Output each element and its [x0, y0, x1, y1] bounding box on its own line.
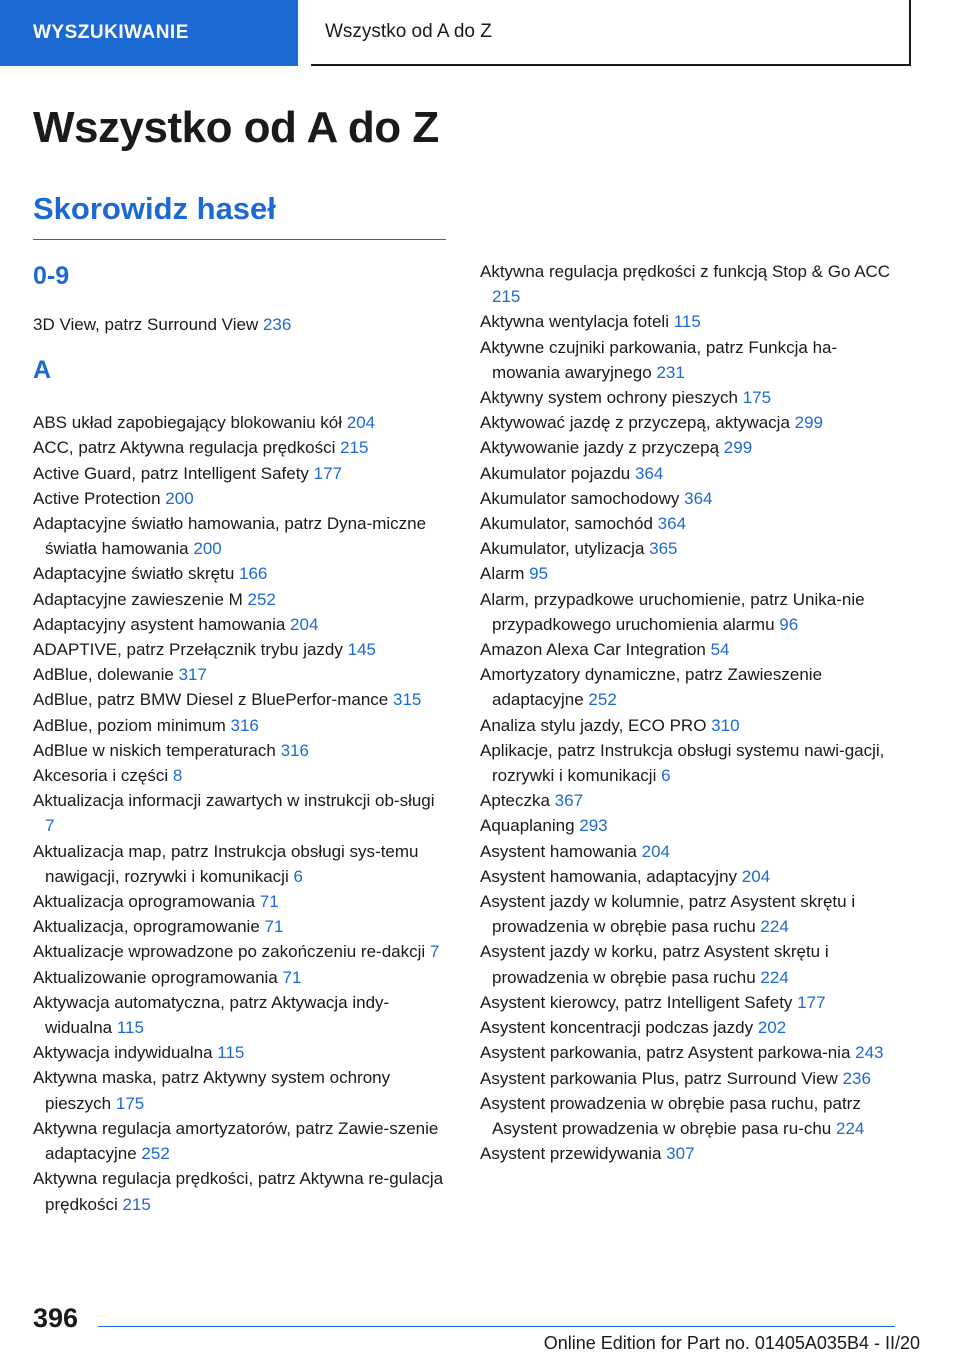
index-entry-text: ADAPTIVE, patrz Przełącznik trybu jazdy	[33, 640, 343, 660]
index-entry	[33, 587, 448, 612]
index-entry-page-link[interactable]: 6	[661, 766, 671, 786]
index-entry-text: Aktualizacja informacji zawartych w instrukcji ob-sługi	[33, 791, 435, 811]
index-entry-text: Adaptacyjne światło skrętu	[33, 564, 235, 584]
index-entry	[480, 410, 900, 435]
index-entry-text: AdBlue, patrz BMW Diesel z BluePerfor-mance	[33, 690, 389, 710]
index-entry-page-link[interactable]: 71	[282, 967, 302, 987]
index-entry	[33, 662, 448, 687]
index-entry	[480, 335, 900, 385]
index-entry-page-link[interactable]: 7	[45, 816, 55, 836]
index-entry-text: Aktywowanie jazdy z przyczepą	[480, 438, 720, 458]
index-entry	[480, 587, 900, 637]
index-entry-page-link[interactable]: 8	[172, 766, 183, 786]
index-entry-page-link[interactable]: 215	[122, 1194, 151, 1214]
index-entry	[480, 839, 900, 864]
index-entry-page-link[interactable]: 175	[115, 1093, 145, 1113]
index-entry	[480, 1015, 900, 1040]
index-entry-page-link[interactable]: 307	[666, 1144, 695, 1164]
index-entry-page-link[interactable]: 204	[290, 614, 319, 634]
index-entry	[480, 1066, 900, 1091]
index-entry	[480, 259, 900, 309]
index-entry	[480, 1040, 900, 1065]
index-entry	[480, 1141, 900, 1166]
index-entry-text: 3D View, patrz Surround View	[33, 315, 259, 334]
index-entry-page-link[interactable]: 7	[429, 942, 440, 962]
index-entry-page-link[interactable]: 175	[742, 388, 772, 408]
index-entry	[480, 738, 900, 788]
index-entry-page-link[interactable]: 236	[262, 315, 292, 334]
index-entry-text: Akumulator pojazdu	[480, 463, 631, 483]
index-entry-page-link[interactable]: 317	[178, 665, 207, 685]
index-entry-text: Adaptacyjny asystent hamowania	[33, 614, 286, 634]
index-entry	[33, 763, 448, 788]
index-entry-page-link[interactable]: 145	[347, 640, 376, 660]
index-entry	[480, 561, 900, 586]
index-entry	[480, 536, 900, 561]
index-entry-page-link[interactable]: 177	[797, 992, 826, 1012]
index-entry	[480, 788, 900, 813]
index-entry-text: ACC, patrz Aktywna regulacja prędkości	[33, 438, 336, 458]
index-entry	[33, 839, 448, 889]
footer-divider	[98, 1326, 895, 1327]
index-entry-text: Asystent jazdy w kolumnie, patrz Asystent skrętu i prowadzenia w obrębie pasa ruchu	[480, 892, 856, 937]
index-entry-text: Amortyzatory dynamiczne, patrz Zawieszenie adaptacyjne	[480, 665, 823, 710]
index-entry-page-link[interactable]: 115	[116, 1018, 144, 1038]
index-entry-text: Aktywacja automatyczna, patrz Aktywacja indy-widualna	[33, 992, 390, 1038]
index-entry-page-link[interactable]: 200	[193, 539, 222, 559]
index-entry-page-link[interactable]: 224	[835, 1118, 865, 1138]
index-entry-text: Asystent parkowania, patrz Asystent parkowa-nia	[480, 1043, 851, 1063]
index-entry-text: Asystent hamowania, adaptacyjny	[480, 866, 738, 886]
index-entry-page-link[interactable]: 367	[554, 791, 584, 811]
index-entry	[33, 1116, 448, 1166]
section-divider	[33, 239, 446, 240]
footer-edition-text: Online Edition for Part no. 01405A035B4 - II/20	[543, 1333, 920, 1353]
index-entry	[33, 637, 448, 662]
index-entry-text: Aktywna regulacja prędkości, patrz Aktywna re-gulacja prędkości	[33, 1169, 444, 1214]
index-entry-page-link[interactable]: 200	[165, 488, 194, 508]
index-entry-text: Asystent koncentracji podczas jazdy	[480, 1018, 754, 1038]
index-entry-page-link[interactable]: 316	[230, 715, 259, 735]
index-entry-page-link[interactable]: 231	[656, 362, 685, 382]
index-entry	[33, 486, 448, 511]
index-entry-page-link[interactable]: 364	[657, 514, 687, 534]
index-entry-page-link[interactable]: 71	[259, 892, 279, 912]
index-entry-page-link[interactable]: 224	[760, 967, 789, 987]
index-entry-text: Akumulator, samochód	[480, 514, 653, 534]
index-entry-text: AdBlue, poziom minimum	[33, 715, 226, 735]
index-entry-text: Aktualizowanie oprogramowania	[33, 967, 278, 987]
index-entry	[33, 788, 448, 838]
index-entry	[480, 435, 900, 460]
index-entry	[33, 461, 448, 486]
index-entry-page-link[interactable]: 252	[141, 1144, 170, 1164]
index-entry-page-link[interactable]: 299	[794, 413, 824, 433]
index-entry-text: Aktualizacja oprogramowania	[33, 892, 256, 912]
index-entry-page-link[interactable]: 115	[217, 1043, 245, 1063]
index-entry-text: Amazon Alexa Car Integration	[480, 640, 706, 660]
index-entry-page-link[interactable]: 71	[264, 917, 284, 937]
index-entry-text: Aktywacja indywidualna	[33, 1043, 213, 1063]
index-entry	[33, 410, 448, 435]
index-entry-text: Akumulator samochodowy	[480, 488, 680, 508]
index-entry-text: ABS układ zapobiegający blokowaniu kół	[33, 413, 343, 433]
index-entry-page-link[interactable]: 365	[649, 539, 678, 559]
index-entry-text: AdBlue, dolewanie	[33, 665, 174, 685]
index-entry-page-link[interactable]: 96	[779, 614, 799, 634]
index-entry	[33, 561, 448, 586]
index-entry	[480, 1091, 900, 1141]
index-entry	[480, 889, 900, 939]
index-entry	[33, 889, 448, 914]
index-entry-page-link[interactable]: 236	[842, 1068, 871, 1088]
index-entry-text: Akumulator, utylizacja	[480, 539, 645, 559]
index-entry-text: Aktywna wentylacja foteli	[480, 312, 669, 332]
index-entry-page-link[interactable]: 204	[346, 413, 376, 433]
index-entry	[480, 939, 900, 989]
index-entry-page-link[interactable]: 177	[313, 463, 343, 483]
index-entry-page-link[interactable]: 204	[641, 841, 670, 861]
index-entry-text: Asystent parkowania Plus, patrz Surround View	[480, 1068, 838, 1088]
index-entry-text: Alarm	[480, 564, 525, 584]
index-entry-text: Aquaplaning	[480, 816, 575, 836]
index-entry	[33, 1040, 448, 1065]
index-entry-text: Asystent przewidywania	[480, 1144, 662, 1164]
index-entry-text: Asystent jazdy w korku, patrz Asystent skrętu i prowadzenia w obrębie pasa ruchu	[480, 942, 829, 987]
index-entry-text: Aktywna regulacja prędkości z funkcją Stop & Go ACC	[480, 262, 891, 281]
index-entry	[480, 461, 900, 486]
index-entry	[33, 738, 448, 763]
index-entry-text: Active Guard, patrz Intelligent Safety	[33, 463, 309, 483]
index-entry-page-link[interactable]: 6	[293, 866, 303, 886]
index-entry-text: Asystent kierowcy, patrz Intelligent Safety	[480, 992, 793, 1012]
index-entry-page-link[interactable]: 252	[247, 589, 276, 609]
index-entry	[33, 713, 448, 738]
index-entry-text: Aktywna regulacja amortyzatorów, patrz Zawie-szenie adaptacyjne	[33, 1118, 439, 1164]
index-entry-page-link[interactable]: 315	[392, 690, 422, 710]
index-column-left	[33, 258, 448, 1217]
index-entry-text: Adaptacyjne światło hamowania, patrz Dyna-miczne światła hamowania	[33, 514, 427, 559]
index-entry-text: Active Protection	[33, 488, 161, 508]
index-entry	[33, 1065, 448, 1115]
index-entry-text: Adaptacyjne zawieszenie M	[33, 589, 243, 609]
page-title: Wszystko od A do Z	[33, 103, 439, 152]
index-list-a-continued	[480, 259, 900, 1166]
index-entry	[480, 713, 900, 738]
index-entry-text: Aplikacje, patrz Instrukcja obsługi systemu nawi-gacji, rozrywki i komunikacji	[480, 740, 885, 786]
index-entry-page-link[interactable]: 364	[635, 463, 664, 483]
index-entry-text: Aktualizacja map, patrz Instrukcja obsługi sys-temu nawigacji, rozrywki i komunikacji	[33, 841, 419, 886]
index-entry-text: Aktywować jazdę z przyczepą, aktywacja	[480, 413, 790, 433]
index-entry-page-link[interactable]: 202	[757, 1018, 787, 1038]
index-entry-text: Asystent hamowania	[480, 841, 637, 861]
index-entry-text: Aktywny system ochrony pieszych	[480, 388, 738, 408]
index-entry	[480, 309, 900, 334]
index-entry	[33, 511, 448, 561]
index-entry-page-link[interactable]: 299	[723, 438, 753, 458]
index-entry	[480, 990, 900, 1015]
index-entry-page-link[interactable]: 54	[710, 640, 730, 660]
tab-search[interactable]: WYSZUKIWANIE	[0, 0, 298, 66]
letter-heading-0-9: 0-9	[33, 262, 70, 290]
index-entry-page-link[interactable]: 95	[529, 564, 549, 584]
section-title: Skorowidz haseł	[33, 191, 276, 226]
index-list-0-9	[33, 312, 448, 337]
index-entry	[33, 612, 448, 637]
index-entry	[480, 864, 900, 889]
index-entry	[33, 965, 448, 990]
index-entry-page-link[interactable]: 364	[684, 488, 713, 508]
index-entry-text: Aktywna maska, patrz Aktywny system ochrony pieszych	[33, 1068, 391, 1113]
index-entry-page-link[interactable]: 243	[855, 1043, 884, 1063]
index-entry	[480, 813, 900, 838]
index-entry-text: Alarm, przypadkowe uruchomienie, patrz Unika-nie przypadkowego uruchomienia alarmu	[480, 589, 865, 634]
index-entry	[480, 637, 900, 662]
index-entry-text: Aktywne czujniki parkowania, patrz Funkcja ha-mowania awaryjnego	[480, 337, 838, 382]
index-entry	[480, 486, 900, 511]
index-entry-text: Akcesoria i części	[33, 766, 169, 786]
index-entry-page-link[interactable]: 316	[280, 740, 309, 760]
index-entry	[33, 1166, 448, 1216]
index-entry	[480, 511, 900, 536]
letter-heading-a: A	[33, 356, 52, 385]
tab-current-section[interactable]: Wszystko od A do Z	[311, 0, 911, 66]
index-entry-page-link[interactable]: 215	[340, 438, 369, 458]
index-entry	[33, 939, 448, 964]
index-entry	[33, 435, 448, 460]
index-entry-page-link[interactable]: 293	[579, 816, 608, 836]
index-entry-page-link[interactable]: 115	[673, 312, 701, 332]
index-entry-page-link[interactable]: 215	[492, 287, 521, 307]
index-entry-text: Analiza stylu jazdy, ECO PRO	[480, 715, 707, 735]
index-entry	[480, 662, 900, 712]
index-entry-text: AdBlue w niskich temperaturach	[33, 740, 276, 760]
index-entry-text: Aktualizacja, oprogramowanie	[33, 917, 260, 937]
index-entry-page-link[interactable]: 224	[760, 917, 789, 937]
index-list-a	[33, 410, 448, 1217]
index-entry-page-link[interactable]: 204	[741, 866, 771, 886]
index-entry	[480, 385, 900, 410]
index-entry-text: Asystent prowadzenia w obrębie pasa ruchu, patrz Asystent prowadzenia w obrębie pasa ru-chu	[480, 1093, 861, 1138]
index-entry-page-link[interactable]: 252	[588, 690, 617, 710]
index-entry	[33, 312, 448, 337]
index-entry-text: Aktualizacje wprowadzone po zakończeniu re-dakcji	[33, 942, 426, 962]
index-entry-page-link[interactable]: 166	[239, 564, 268, 584]
page-number: 396	[33, 1303, 79, 1333]
index-column-right	[480, 259, 900, 1166]
index-entry	[33, 687, 448, 712]
index-entry-text: Apteczka	[480, 791, 550, 811]
index-entry	[33, 990, 448, 1040]
index-entry-page-link[interactable]: 310	[711, 715, 740, 735]
index-entry	[33, 914, 448, 939]
